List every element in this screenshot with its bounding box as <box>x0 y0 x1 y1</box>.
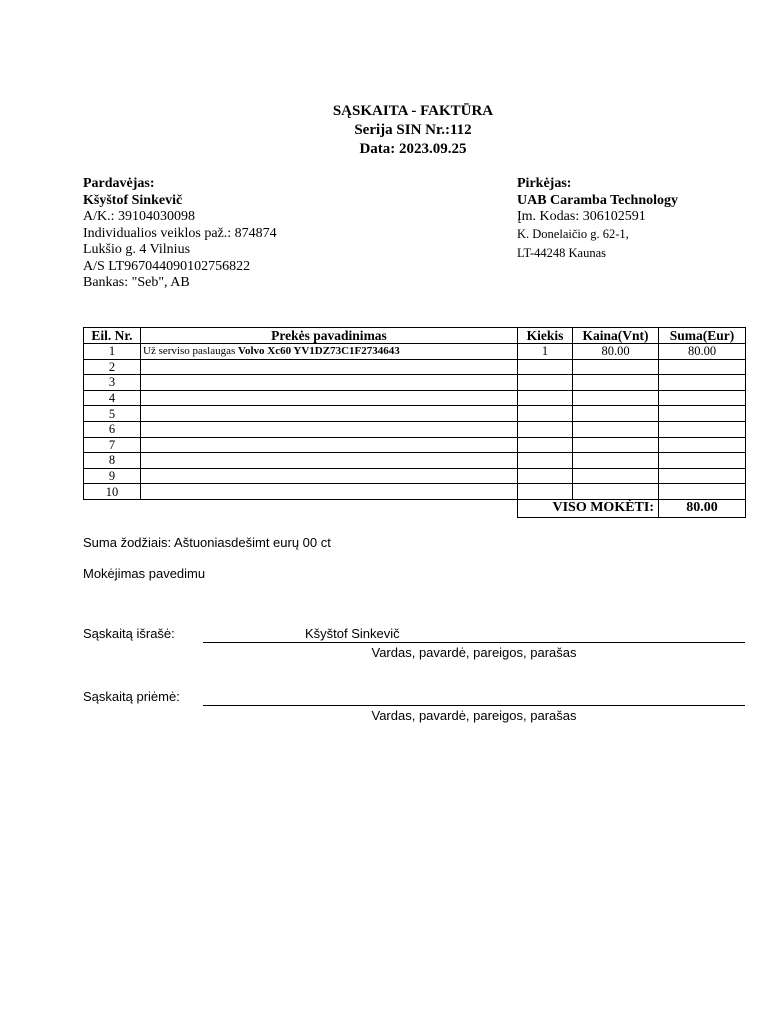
signature-received <box>83 689 745 729</box>
row-qty <box>518 406 573 422</box>
row-qty <box>518 453 573 469</box>
row-description <box>141 421 518 437</box>
seller-account: A/S LT967044090102756822 <box>83 258 251 274</box>
row-price <box>573 453 659 469</box>
row-qty <box>518 359 573 375</box>
row-sum <box>659 453 746 469</box>
total-label: VISO MOKĖTI: <box>518 499 659 517</box>
items-table <box>83 327 746 518</box>
row-qty <box>518 390 573 406</box>
row-price <box>573 437 659 453</box>
row-sum <box>659 468 746 484</box>
issued-label: Sąskaitą išrašė: <box>83 626 175 641</box>
row-nr: 1 <box>84 344 141 360</box>
received-label: Sąskaitą priėmė: <box>83 689 180 704</box>
row-description-text: Už serviso paslaugas <box>143 345 239 358</box>
issued-signature-line <box>203 642 745 643</box>
seller-bank: Bankas: "Seb", AB <box>83 275 190 290</box>
column-header-price: Kaina(Vnt) <box>573 328 659 344</box>
row-price <box>573 375 659 391</box>
row-sum <box>659 406 746 422</box>
row-price <box>573 406 659 422</box>
table-row <box>84 421 746 437</box>
buyer-company-code: Įm. Kodas: 306102591 <box>517 209 646 224</box>
row-sum <box>659 437 746 453</box>
table-row <box>84 484 746 500</box>
row-price <box>573 421 659 437</box>
invoice-header <box>0 102 768 159</box>
row-qty <box>518 468 573 484</box>
invoice-date: Data: 2023.09.25 <box>359 141 467 157</box>
buyer-name: UAB Caramba Technology <box>517 192 679 208</box>
row-nr: 10 <box>84 484 141 500</box>
table-row <box>84 453 746 469</box>
issued-caption: Vardas, pavardė, pareigos, parašas <box>371 645 577 660</box>
row-description-vehicle: Volvo Xc60 YV1DZ73C1F2734643 <box>238 345 400 358</box>
row-sum <box>659 390 746 406</box>
row-description <box>141 468 518 484</box>
row-description <box>141 453 518 469</box>
table-row <box>84 468 746 484</box>
row-description <box>141 344 518 360</box>
issued-name: Kšyštof Sinkevič <box>305 626 400 641</box>
buyer-address-line1: K. Donelaičio g. 62-1, <box>517 226 629 241</box>
column-header-name: Prekės pavadinimas <box>141 328 518 344</box>
buyer-heading: Pirkėjas: <box>517 176 572 191</box>
row-price <box>573 390 659 406</box>
row-sum: 80.00 <box>659 344 746 360</box>
seller-name: Kšyštof Sinkevič <box>83 192 183 208</box>
total-value: 80.00 <box>659 499 746 517</box>
received-caption: Vardas, pavardė, pareigos, parašas <box>371 708 577 723</box>
table-header-row <box>84 328 746 344</box>
row-description <box>141 484 518 500</box>
row-description <box>141 375 518 391</box>
payment-method: Mokėjimas pavedimu <box>83 566 206 581</box>
table-row <box>84 390 746 406</box>
row-nr: 4 <box>84 390 141 406</box>
row-nr: 7 <box>84 437 141 453</box>
column-header-nr: Eil. Nr. <box>84 328 141 344</box>
signature-issued <box>83 626 745 666</box>
row-sum <box>659 484 746 500</box>
row-nr: 9 <box>84 468 141 484</box>
row-description <box>141 437 518 453</box>
buyer-block <box>517 176 678 262</box>
row-description <box>141 406 518 422</box>
row-qty: 1 <box>518 344 573 360</box>
seller-address: Lukšio g. 4 Vilnius <box>83 242 191 257</box>
seller-activity-cert: Individualios veiklos pаž.: 874874 <box>83 225 277 241</box>
seller-heading: Pardavėjas: <box>83 176 155 191</box>
table-row <box>84 406 746 422</box>
seller-block <box>83 176 277 292</box>
table-row <box>84 359 746 375</box>
row-qty <box>518 437 573 453</box>
invoice-title: SĄSKAITA - FAKTŪRA <box>332 103 494 119</box>
row-price <box>573 359 659 375</box>
table-row <box>84 375 746 391</box>
table-row <box>84 437 746 453</box>
row-nr: 2 <box>84 359 141 375</box>
row-qty <box>518 421 573 437</box>
seller-personal-code: A/K.: 39104030098 <box>83 209 195 224</box>
buyer-address-line2: LT-44248 Kaunas <box>517 246 607 260</box>
row-description <box>141 359 518 375</box>
row-nr: 8 <box>84 453 141 469</box>
column-header-qty: Kiekis <box>518 328 573 344</box>
row-price: 80.00 <box>573 344 659 360</box>
row-sum <box>659 421 746 437</box>
amount-in-words: Suma žodžiais: Aštuoniasdešimt eurų 00 ct <box>83 535 331 550</box>
row-sum <box>659 375 746 391</box>
total-row <box>84 499 746 517</box>
table-row <box>84 344 746 360</box>
row-price <box>573 484 659 500</box>
invoice-series: Serija SIN Nr.:112 <box>354 122 472 138</box>
column-header-sum: Suma(Eur) <box>659 328 746 344</box>
received-signature-line <box>203 705 745 706</box>
row-sum <box>659 359 746 375</box>
row-qty <box>518 484 573 500</box>
row-description <box>141 390 518 406</box>
row-nr: 3 <box>84 375 141 391</box>
row-price <box>573 468 659 484</box>
row-nr: 5 <box>84 406 141 422</box>
row-qty <box>518 375 573 391</box>
row-nr: 6 <box>84 421 141 437</box>
